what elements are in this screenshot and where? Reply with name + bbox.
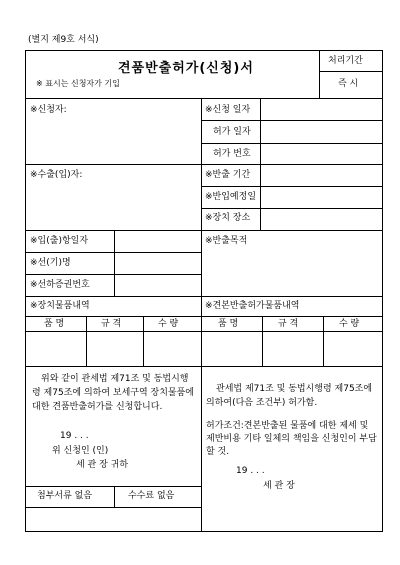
processing-period-label: 처리기간: [328, 56, 363, 66]
exporter-label: ※수출(입)자:: [30, 170, 83, 180]
application-statement: 위와 같이 관세법 제71조 및 동법시행령 제75조에 의하여 보세구역 장치물품에 대한 견품반출허가를 신청합니다.: [32, 374, 195, 412]
sample-list-label: ※견본반출허가물품내역: [205, 301, 300, 311]
col-name-left: 품 명: [44, 319, 65, 329]
customs-chief: 세 관 장: [263, 481, 295, 491]
col-spec-right: 규 격: [278, 319, 299, 329]
form-number: (별지 제9호 서식): [28, 35, 99, 45]
note: ※ 표시는 신청자가 기입: [36, 79, 120, 88]
permit-date: 19 . . .: [236, 466, 265, 476]
application-date: 19 . . .: [60, 431, 89, 441]
goods-list-label: ※장치물품내역: [30, 301, 90, 311]
applicant-label: ※신청자:: [30, 105, 67, 115]
apply-date-label: ※신청 일자: [205, 105, 251, 115]
addressee: 세 관 장 귀하: [76, 460, 129, 470]
bringin-date-label: ※반입예정일: [205, 192, 257, 202]
processing-period-value: 즉 시: [338, 79, 359, 89]
permit-date-label: 허가 일자: [213, 127, 251, 137]
ship-name-label: ※선(기)명: [30, 258, 71, 268]
takeout-purpose-label: ※반출목적: [205, 236, 248, 246]
col-name-right: 품 명: [218, 319, 239, 329]
col-qty-left: 수 량: [158, 319, 179, 329]
permit-conditions: 허가조건:견본반출된 물품에 대한 제세 및 제반비용 기타 일체의 책임을 신청인이 부담할 것.: [206, 421, 377, 457]
permit-statement: 관세법 제71조 및 동법시행령 제75조에 의하여(다음 조건부) 허가함.: [206, 384, 373, 408]
applicant-signature: 위 신청인 (인): [52, 446, 109, 456]
permit-number-label: 허가 번호: [213, 149, 251, 159]
col-spec-left: 규 격: [101, 319, 122, 329]
takeout-period-label: ※반출 기간: [205, 170, 251, 180]
port-date-label: ※입(출)항일자: [30, 236, 89, 246]
form-title: 견품반출허가(신청)서: [118, 61, 254, 76]
fee-label: 수수료 없음: [128, 491, 175, 501]
attachment-label: 첨부서류 없음: [37, 491, 93, 501]
col-qty-right: 수 량: [339, 319, 360, 329]
location-label: ※장치 장소: [205, 213, 251, 223]
bill-of-lading-label: ※선하증권번호: [30, 280, 90, 290]
